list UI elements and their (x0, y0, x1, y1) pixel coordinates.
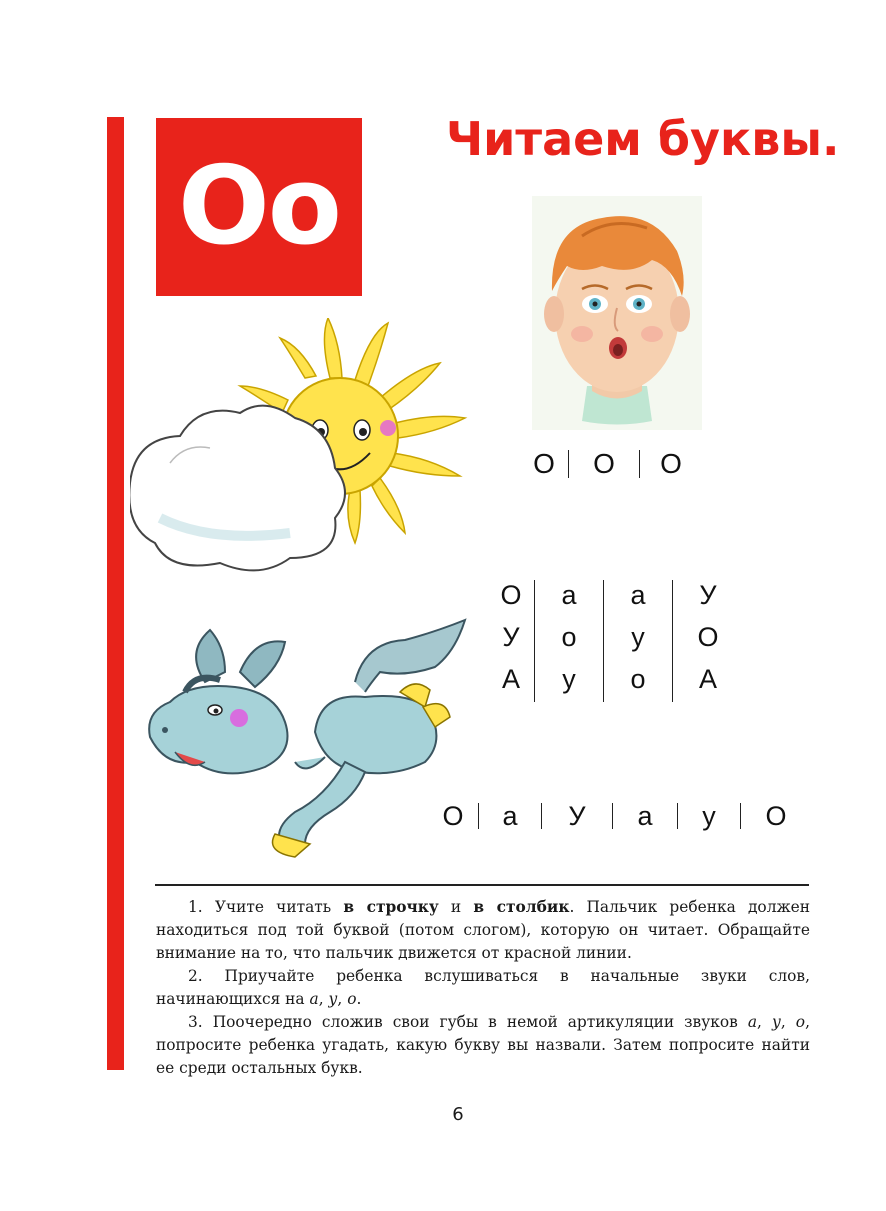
grid-cell: У (502, 622, 520, 652)
row-bottom-cell: У (568, 800, 586, 831)
row-top-cell: О (593, 448, 615, 479)
letter-box-text: Оо (177, 144, 340, 269)
text: . Пальчик ребенка должен находиться под той буквой (потом слогом), которую он читает. Обращайте внимание на то, что пальчик движется от красной линии. (156, 898, 811, 962)
row-bottom-cell: О (442, 800, 464, 831)
italic-letter: о (795, 1013, 806, 1031)
grid-column (535, 574, 603, 702)
instructions-block (156, 896, 810, 1080)
text: 3. Поочередно сложив свои губы в немой артикуляции звуков (188, 1013, 748, 1031)
grid-cell: А (698, 664, 717, 694)
grid-column (488, 574, 534, 702)
grid-cell: о (630, 664, 646, 694)
page-number: 6 (452, 1104, 464, 1125)
grid-cell: у (562, 664, 576, 694)
text: , (780, 1013, 796, 1031)
divider-rule (155, 884, 809, 886)
instruction-3 (156, 1011, 810, 1080)
text: . (356, 990, 362, 1008)
row-bottom-cell: О (765, 800, 787, 831)
bold-text: в столбик (473, 898, 570, 916)
letter-row-top (520, 444, 702, 484)
row-bottom-cell: а (502, 800, 518, 831)
row-bottom-cell: у (702, 800, 716, 831)
italic-letter: у (328, 990, 338, 1008)
grid-cell: У (699, 580, 717, 610)
italic-letter: у (771, 1013, 781, 1031)
text: 2. Приучайте ребенка вслушиваться в начальные звуки слов, начинающихся на (156, 967, 810, 1008)
grid-cell: а (561, 580, 577, 610)
italic-letter: а (747, 1013, 758, 1031)
italic-letter: а (309, 990, 319, 1008)
letter-column-grid (488, 574, 743, 702)
row-bottom-cell: а (637, 800, 653, 831)
row-top-cell: О (533, 448, 555, 479)
grid-column (604, 574, 672, 702)
grid-cell: а (630, 580, 646, 610)
letter-box (156, 118, 362, 296)
text: 1. Учите читать (188, 898, 344, 916)
grid-cell: О (697, 622, 719, 652)
bold-text: в строчку (343, 898, 439, 916)
sun-cloud-illustration (130, 318, 480, 580)
italic-letter: о (347, 990, 357, 1008)
instruction-2 (156, 965, 810, 1011)
grid-cell: о (561, 622, 577, 652)
page-title: Читаем буквы. (446, 112, 840, 166)
boy-face-illustration (532, 196, 702, 430)
grid-cell: А (501, 664, 520, 694)
text: , (337, 990, 348, 1008)
grid-cell: у (631, 622, 645, 652)
text: , попросите ребенка угадать, какую букву вы назвали. Затем попросите найти ее среди остальных букв. (156, 1013, 810, 1077)
text: , (757, 1013, 772, 1031)
grid-column (673, 574, 743, 702)
instruction-1 (156, 896, 810, 965)
letter-row-bottom (428, 796, 811, 836)
grid-cell: О (500, 580, 522, 610)
row-top-cell: О (660, 448, 682, 479)
text: , (318, 990, 329, 1008)
red-margin-line (107, 117, 124, 1070)
text: и (438, 898, 474, 916)
